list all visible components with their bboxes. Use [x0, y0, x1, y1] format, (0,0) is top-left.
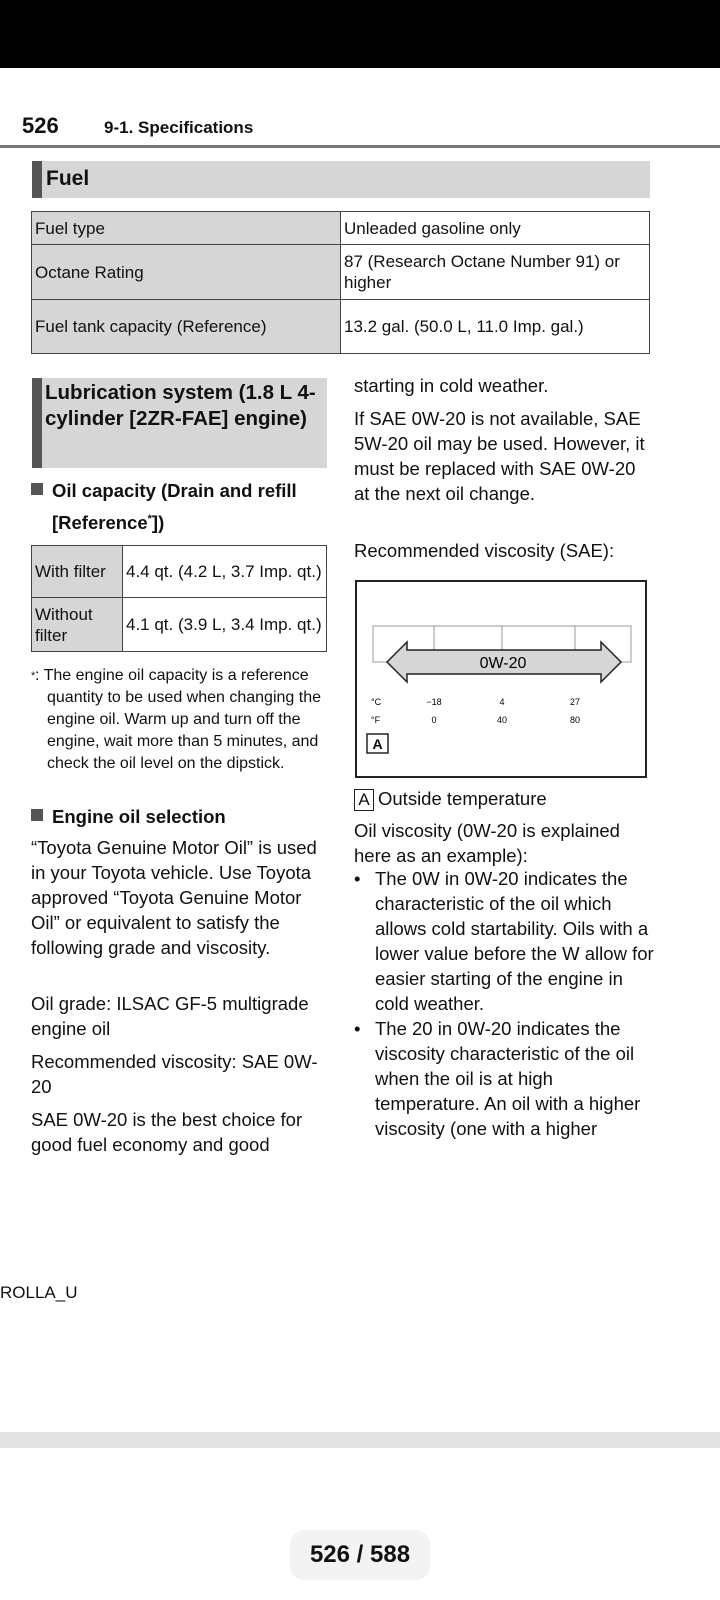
header-rule — [0, 145, 720, 148]
lubrication-heading: Lubrication system (1.8 L 4-cylinder [2ZR-FAE] engine) — [45, 381, 316, 430]
celsius-unit: °C — [371, 697, 382, 707]
table-value: 13.2 gal. (50.0 L, 11.0 Imp. gal.) — [341, 300, 650, 354]
celsius-tick: 27 — [569, 697, 581, 707]
table-value: 87 (Research Octane Number 91) or higher — [341, 245, 650, 300]
viscosity-chart — [355, 580, 647, 778]
fahrenheit-tick: 0 — [431, 715, 437, 725]
oil-capacity-title — [31, 476, 336, 537]
footnote-body: : The engine oil capacity is a reference quantity to be used when changing the engine oil. Warm up and turn off the engine, wait more than 5 minutes, and check the oil level on the dipstick. — [35, 667, 321, 772]
paragraph: starting in cold weather. — [354, 375, 549, 396]
oil-capacity-title-ref: [Reference — [52, 512, 148, 534]
fuel-spec-table — [31, 211, 650, 354]
square-bullet-icon — [31, 483, 43, 495]
callout-text: Outside temperature — [378, 788, 547, 809]
callout-letter: A — [354, 789, 374, 811]
fahrenheit-unit: °F — [371, 715, 381, 725]
list-item: • The 20 in 0W-20 indicates the viscosity characteristic of the oil when the oil is at high temperature. An oil with a higher viscosity (one with a higher — [354, 1016, 654, 1141]
paragraph: Recommended viscosity (SAE): — [354, 540, 615, 561]
viscosity-chart-svg — [357, 582, 645, 776]
square-bullet-icon — [31, 809, 43, 821]
page-separator — [0, 1432, 720, 1448]
paragraph: SAE 0W-20 is the best choice for good fuel economy and good — [31, 1109, 303, 1155]
callout-letter: A — [372, 736, 383, 752]
table-value: Unleaded gasoline only — [341, 212, 650, 245]
engine-oil-selection-title — [31, 802, 226, 831]
table-value: 4.1 qt. (3.9 L, 3.4 Imp. qt.) — [123, 598, 327, 652]
viscosity-bullet-list — [354, 866, 654, 1141]
table-value: 4.4 qt. (4.2 L, 3.7 Imp. qt.) — [123, 546, 327, 598]
footnote-star: * — [31, 670, 36, 682]
paragraph: Oil grade: ILSAC GF-5 multigrade engine oil — [31, 993, 309, 1039]
lubrication-heading-box — [32, 378, 327, 468]
arrow-label: 0W-20 — [479, 655, 527, 672]
heading-bar — [32, 161, 42, 198]
heading-bar — [32, 378, 42, 468]
oil-capacity-table — [31, 545, 327, 652]
table-label: Fuel tank capacity (Reference) — [32, 300, 341, 354]
table-label: With filter — [32, 546, 123, 598]
list-item: • The 0W in 0W-20 indicates the characteristic of the oil which allows cold startability. Oils with a lower value before the W allow for easier starting of the engine in cold weather. — [354, 866, 654, 1016]
table-row — [32, 245, 650, 300]
table-row — [32, 546, 327, 598]
table-label: Fuel type — [32, 212, 341, 245]
section-title: 9-1. Specifications — [104, 118, 254, 137]
fahrenheit-tick: 80 — [569, 715, 581, 725]
fahrenheit-tick: 40 — [496, 715, 508, 725]
paragraph: “Toyota Genuine Motor Oil” is used in your Toyota vehicle. Use Toyota approved “Toyota Genuine Motor Oil” or equivalent to satisfy the following grade and viscosity. — [31, 837, 317, 958]
table-label: Without filter — [32, 598, 123, 652]
footnote-text — [31, 665, 331, 775]
footnote — [31, 665, 331, 775]
table-label: Octane Rating — [32, 245, 341, 300]
footer-code: ROLLA_U — [0, 1283, 78, 1302]
footnote-star: * — [147, 513, 152, 525]
fuel-heading-box — [32, 161, 650, 198]
paragraph: Oil viscosity (0W-20 is explained here as an example): — [354, 820, 620, 866]
oil-capacity-title-text: Oil capacity (Drain and refill — [52, 480, 297, 501]
oil-capacity-title-close: ]) — [151, 512, 165, 534]
table-row — [32, 300, 650, 354]
page-indicator[interactable]: 526 / 588 — [290, 1530, 430, 1580]
table-row — [32, 212, 650, 245]
callout-caption — [354, 786, 654, 811]
celsius-tick: −18 — [426, 697, 442, 707]
celsius-tick: 4 — [499, 697, 505, 707]
paragraph: Recommended viscosity: SAE 0W-20 — [31, 1051, 318, 1097]
page-number: 526 — [22, 113, 59, 138]
paragraph: If SAE 0W-20 is not available, SAE 5W-20 oil may be used. However, it must be replaced with SAE 0W-20 at the next oil change. — [354, 408, 645, 504]
table-row — [32, 598, 327, 652]
engine-oil-selection-text: Engine oil selection — [52, 806, 226, 827]
fuel-heading: Fuel — [46, 167, 90, 190]
top-status-bar — [0, 0, 720, 68]
